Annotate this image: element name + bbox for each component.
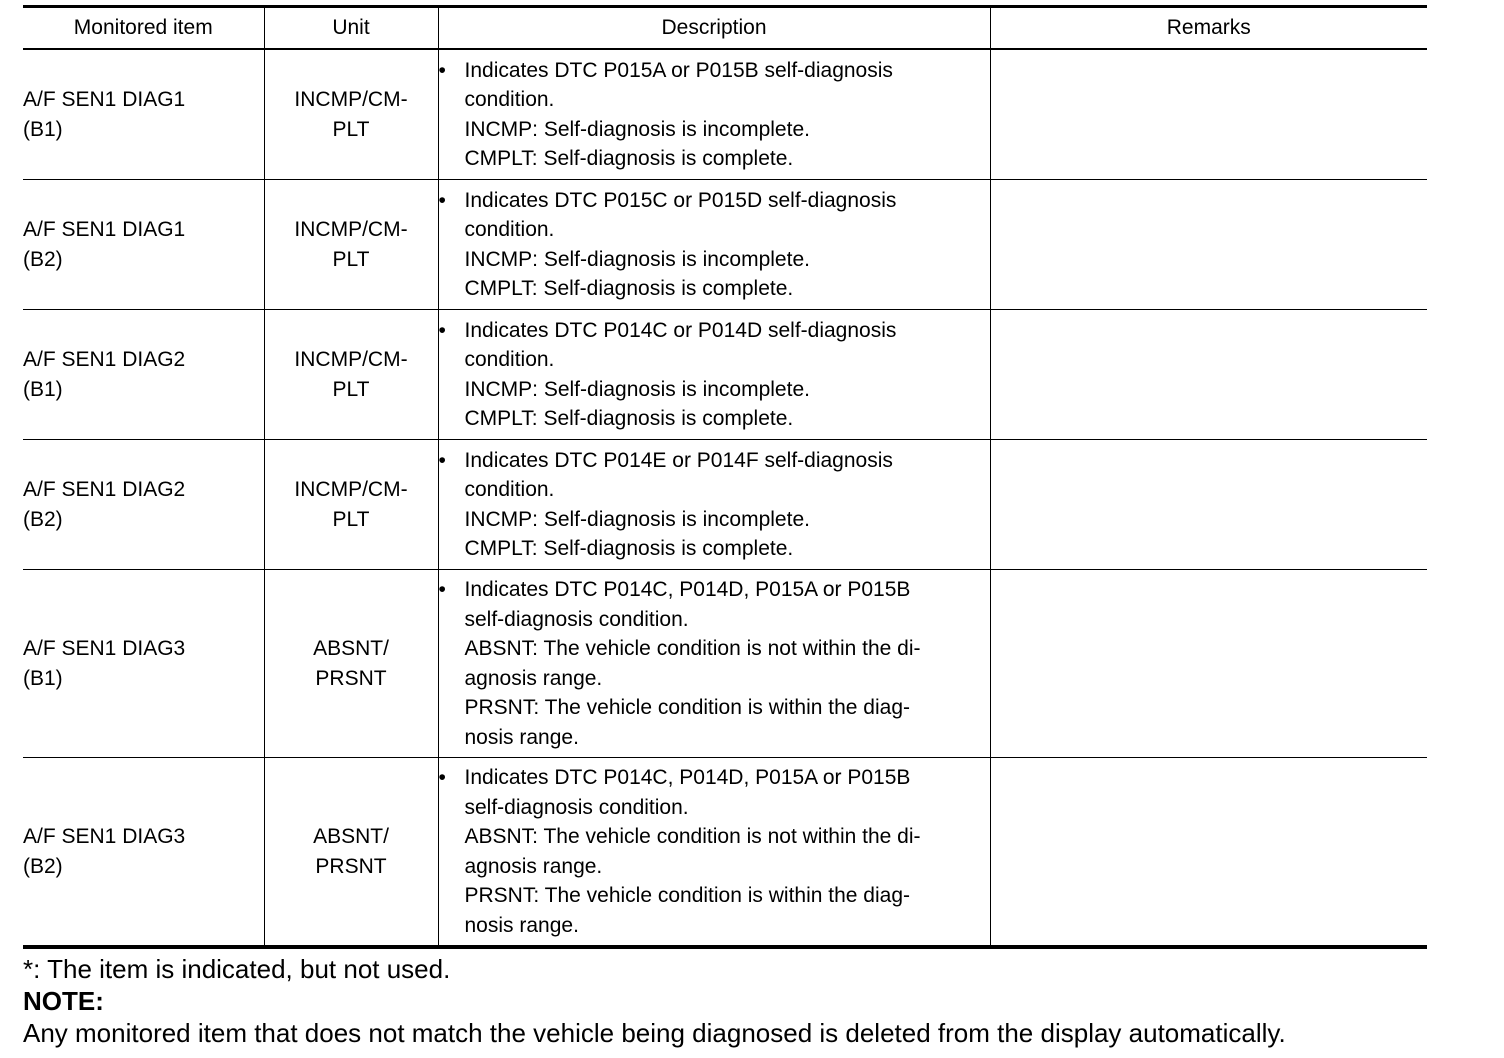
- description-line: Indicates DTC P014E or P014F self-diagnosis: [464, 448, 893, 472]
- unit-text-line: PLT: [332, 117, 370, 141]
- bullet-glyph: •: [438, 318, 446, 342]
- description-line: INCMP: Self-diagnosis is incomplete.: [464, 117, 810, 141]
- description-line: condition.: [464, 88, 555, 111]
- monitored-item-name: A/F SEN1 DIAG1: [23, 218, 186, 241]
- description-line: agnosis range.: [464, 854, 603, 878]
- monitored-item-name: A/F SEN1 DIAG2: [23, 478, 186, 501]
- description-line: nosis range.: [464, 725, 579, 749]
- header-description: Description: [438, 7, 990, 50]
- bullet-glyph: •: [438, 448, 446, 472]
- description-line: CMPLT: Self-diagnosis is complete.: [464, 407, 794, 430]
- table-row: [23, 180, 1427, 310]
- description-line: Indicates DTC P014C, P014D, P015A or P015B: [464, 766, 911, 789]
- description-line: self-diagnosis condition.: [464, 795, 689, 819]
- monitored-item-cell: [23, 180, 264, 310]
- description-line: Indicates DTC P014C, P014D, P015A or P015B: [464, 578, 911, 601]
- bullet-glyph: •: [438, 766, 446, 789]
- description-bullet-item: [439, 56, 990, 174]
- description-bullet-item: [439, 186, 990, 304]
- description-line: CMPLT: Self-diagnosis is complete.: [464, 277, 794, 300]
- monitored-item-name: A/F SEN1 DIAG3: [23, 637, 186, 660]
- description-line: Indicates DTC P014C or P014D self-diagnosis: [464, 318, 897, 342]
- unit-cell: [264, 180, 438, 310]
- unit-text-line: INCMP/CM-: [294, 478, 408, 501]
- bullet-glyph: •: [438, 58, 446, 82]
- monitored-item-name: A/F SEN1 DIAG1: [23, 88, 186, 111]
- description-line: CMPLT: Self-diagnosis is complete.: [464, 147, 794, 170]
- unit-text-line: PRSNT: [315, 854, 387, 878]
- footnote-section: [23, 953, 1483, 1049]
- header-remarks: Remarks: [990, 7, 1427, 50]
- description-bullet-item: [439, 575, 990, 752]
- description-line: agnosis range.: [464, 666, 603, 690]
- table-row: [23, 440, 1427, 570]
- description-cell: [438, 49, 990, 180]
- table-row: [23, 758, 1427, 948]
- remarks-cell: [990, 180, 1427, 310]
- description-line: condition.: [464, 478, 555, 501]
- bullet-glyph: •: [438, 578, 446, 601]
- unit-text-line: PLT: [332, 507, 370, 531]
- unit-text-line: PLT: [332, 377, 370, 401]
- remarks-cell: [990, 570, 1427, 758]
- description-bullet-item: [439, 316, 990, 434]
- unit-text-line: INCMP/CM-: [294, 88, 408, 111]
- description-line: condition.: [464, 348, 555, 371]
- unit-text-line: PRSNT: [315, 666, 387, 690]
- asterisk-footnote: *: The item is indicated, but not used.: [23, 954, 451, 984]
- unit-text-line: PLT: [332, 247, 370, 271]
- table-row: [23, 49, 1427, 180]
- monitored-item-cell: [23, 310, 264, 440]
- description-line: INCMP: Self-diagnosis is incomplete.: [464, 507, 810, 531]
- bullet-glyph: •: [438, 188, 446, 212]
- description-line: INCMP: Self-diagnosis is incomplete.: [464, 377, 810, 401]
- description-line: ABSNT: The vehicle condition is not within the di-: [464, 637, 921, 660]
- description-cell: [438, 310, 990, 440]
- unit-text-line: ABSNT/: [313, 637, 389, 660]
- description-line: self-diagnosis condition.: [464, 607, 689, 631]
- remarks-cell: [990, 310, 1427, 440]
- description-line: nosis range.: [464, 913, 579, 937]
- description-line: PRSNT: The vehicle condition is within the diag-: [464, 884, 911, 907]
- remarks-cell: [990, 758, 1427, 948]
- monitored-item-bank: (B1): [23, 117, 63, 141]
- monitored-item-bank: (B1): [23, 377, 63, 401]
- remarks-cell: [990, 440, 1427, 570]
- description-line: Indicates DTC P015C or P015D self-diagnosis: [464, 188, 897, 212]
- unit-cell: [264, 758, 438, 948]
- monitored-item-cell: [23, 440, 264, 570]
- unit-text-line: ABSNT/: [313, 825, 389, 848]
- document-sheet: [23, 5, 1427, 949]
- monitored-items-table: [23, 5, 1427, 949]
- table-header-row: [23, 7, 1427, 50]
- description-line: CMPLT: Self-diagnosis is complete.: [464, 537, 794, 560]
- table-row: [23, 310, 1427, 440]
- description-line: PRSNT: The vehicle condition is within the diag-: [464, 696, 911, 719]
- monitored-item-name: A/F SEN1 DIAG2: [23, 348, 186, 371]
- monitored-item-bank: (B2): [23, 854, 63, 878]
- monitored-item-bank: (B2): [23, 247, 63, 271]
- unit-cell: [264, 49, 438, 180]
- description-line: Indicates DTC P015A or P015B self-diagnosis: [464, 58, 893, 82]
- unit-text-line: INCMP/CM-: [294, 218, 408, 241]
- unit-text-line: INCMP/CM-: [294, 348, 408, 371]
- unit-cell: [264, 310, 438, 440]
- monitored-item-bank: (B1): [23, 666, 63, 690]
- description-cell: [438, 758, 990, 948]
- monitored-item-bank: (B2): [23, 507, 63, 531]
- description-line: condition.: [464, 218, 555, 241]
- note-text: Any monitored item that does not match the vehicle being diagnosed is deleted from the display automatically.: [23, 1018, 1286, 1048]
- description-bullet-item: [439, 763, 990, 940]
- monitored-item-name: A/F SEN1 DIAG3: [23, 825, 186, 848]
- header-unit: Unit: [264, 7, 438, 50]
- header-monitored-item: Monitored item: [73, 16, 213, 40]
- monitored-item-cell: [23, 49, 264, 180]
- description-cell: [438, 570, 990, 758]
- unit-cell: [264, 440, 438, 570]
- unit-cell: [264, 570, 438, 758]
- description-line: INCMP: Self-diagnosis is incomplete.: [464, 247, 810, 271]
- monitored-item-cell: [23, 758, 264, 948]
- remarks-cell: [990, 49, 1427, 180]
- table-row: [23, 570, 1427, 758]
- description-cell: [438, 180, 990, 310]
- description-bullet-item: [439, 446, 990, 564]
- note-label: NOTE:: [23, 986, 104, 1016]
- description-line: ABSNT: The vehicle condition is not within the di-: [464, 825, 921, 848]
- monitored-item-cell: [23, 570, 264, 758]
- description-cell: [438, 440, 990, 570]
